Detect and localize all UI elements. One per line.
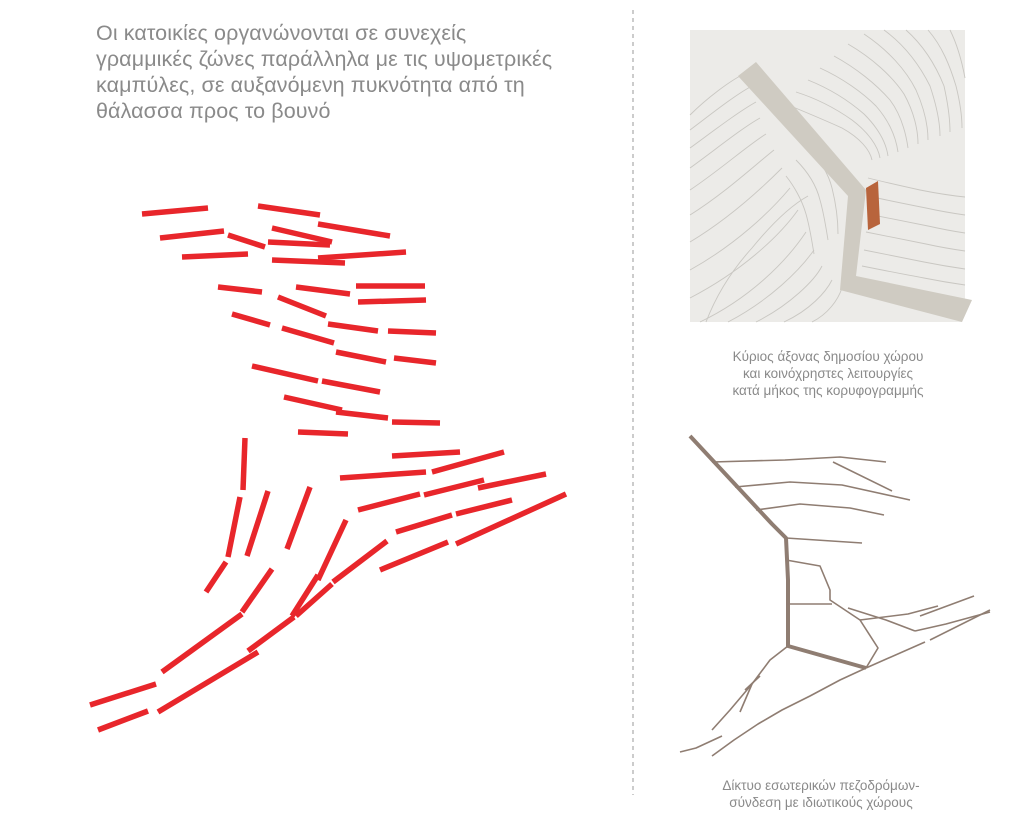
headline-line: καμπύλες, σε αυξανόμενη πυκνότητα από τη <box>96 73 525 97</box>
housing-strip <box>388 331 436 333</box>
axis-caption-line: και κοινόχρηστες λειτουργίες <box>742 366 914 381</box>
housing-strip <box>336 352 386 362</box>
housing-strip <box>424 480 484 495</box>
housing-strip <box>282 328 334 343</box>
housing-strip <box>268 242 330 245</box>
housing-strip <box>228 497 240 557</box>
axis-caption-line: Κύριος άξονας δημοσίου χώρου <box>732 349 924 364</box>
headline-line: Οι κατοικίες οργανώνονται σε συνεχείς <box>96 21 467 45</box>
housing-strip <box>232 314 270 325</box>
housing-strip <box>284 397 342 410</box>
housing-strip <box>98 711 148 730</box>
path-network <box>680 436 990 756</box>
housing-strip <box>298 432 348 434</box>
network-caption <box>656 777 986 811</box>
housing-strip <box>318 224 390 236</box>
secondary-paths <box>680 457 990 756</box>
housing-strip <box>296 287 350 294</box>
headline-line: θάλασσα προς το βουνό <box>96 99 331 123</box>
housing-strip <box>318 520 346 580</box>
network-caption-line: σύνδεση με ιδιωτικούς χώρους <box>729 795 913 810</box>
housing-strip <box>478 474 546 488</box>
housing-strip <box>90 684 156 705</box>
housing-strip <box>392 422 440 423</box>
housing-strip <box>248 617 294 651</box>
housing-strip <box>258 206 320 215</box>
housing-strip <box>392 452 460 456</box>
housing-strip <box>272 260 345 263</box>
housing-strip <box>247 491 268 556</box>
housing-strip <box>206 562 226 592</box>
housing-strip <box>182 254 248 257</box>
housing-strip <box>318 252 406 258</box>
housing-strip <box>218 287 262 292</box>
housing-strip <box>278 297 326 316</box>
housing-strip <box>252 366 318 381</box>
axis-caption <box>663 348 993 399</box>
network-caption-line: Δίκτυο εσωτερικών πεζοδρόμων- <box>722 778 920 793</box>
housing-strip <box>228 235 265 247</box>
housing-strip <box>358 494 420 510</box>
contour-map <box>690 30 972 322</box>
housing-strip <box>142 208 208 214</box>
housing-strip <box>322 381 380 392</box>
headline-line: γραμμικές ζώνες παράλληλα με τις υψομετρικές <box>96 47 553 71</box>
housing-strip <box>340 472 426 478</box>
housing-strip <box>358 300 426 302</box>
housing-strip <box>328 324 378 331</box>
housing-strips <box>90 206 566 730</box>
housing-strip <box>336 412 388 418</box>
housing-strip <box>162 614 242 672</box>
main-path <box>690 436 866 668</box>
axis-caption-line: κατά μήκος της κορυφογραμμής <box>732 383 924 398</box>
housing-strip <box>456 500 512 514</box>
housing-strip <box>160 231 224 238</box>
housing-strip <box>394 358 436 363</box>
public-building <box>866 181 880 230</box>
housing-strip <box>287 487 310 549</box>
housing-strip <box>396 515 452 532</box>
housing-strip <box>380 542 448 570</box>
housing-strip <box>243 438 245 490</box>
housing-strip <box>242 569 272 612</box>
housing-strip <box>333 541 387 582</box>
